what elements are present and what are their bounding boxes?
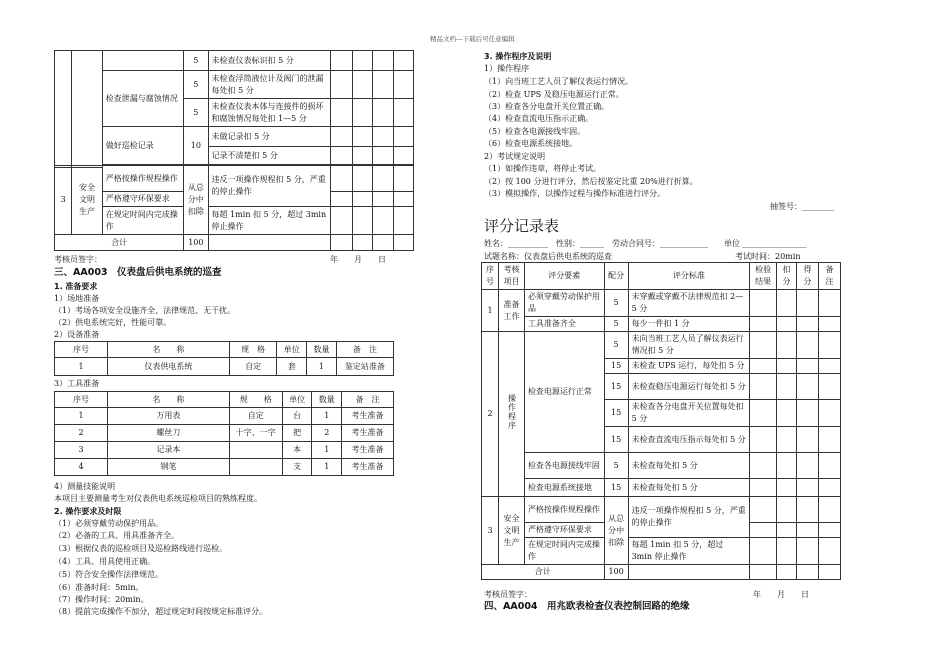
table-cell: 合计: [482, 565, 605, 580]
table-cell: [777, 565, 797, 580]
table-cell: [750, 538, 777, 565]
table-cell: [777, 359, 797, 374]
table-cell: 严格按操作规程操作: [524, 497, 604, 523]
table-cell: [55, 51, 72, 168]
table-cell: [373, 235, 393, 251]
req-item: （1）必须穿戴劳动保护用品。: [54, 519, 164, 528]
right-date: 年 月 日: [753, 590, 809, 599]
table-cell: [777, 453, 797, 479]
req-item: （5）符合安全操作法律规范。: [54, 570, 164, 579]
table-cell: 违反一项操作规程扣 5 分，严重的停止操作: [208, 166, 330, 207]
header-note: 精品文档---下载后可任意编辑: [430, 35, 515, 43]
table-cell: 工具准备齐全: [524, 317, 604, 332]
table-cell: 未检查每处扣 5 分: [628, 453, 750, 479]
table-cell: 未检查直流电压指示每处扣 5 分: [628, 427, 750, 453]
table-cell: [750, 359, 777, 374]
table-cell: 考核项目: [498, 263, 524, 290]
table-cell: [818, 497, 840, 523]
table-cell: 15: [604, 400, 628, 427]
table-cell: 单位: [282, 392, 312, 408]
req-item: （6）准备时间：5min。: [54, 583, 144, 592]
table-cell: 支: [282, 459, 312, 476]
table-cell: [750, 317, 777, 332]
table-cell: [750, 565, 777, 580]
site-1: （1）考场各项安全设施齐全、法律规范、无干扰。: [54, 306, 236, 315]
table-cell: [818, 427, 840, 453]
table-cell: [352, 192, 372, 207]
table-cell: [818, 453, 840, 479]
left-safety-table: [54, 165, 414, 251]
table-cell: [750, 400, 777, 427]
table-cell: [777, 427, 797, 453]
req-heading: 2. 操作要求及时限: [54, 507, 122, 516]
table-cell: [352, 127, 372, 147]
table-cell: 未检查仪表本体与连接件的损坏和腐蚀情况每处扣 1—5 分: [208, 99, 330, 127]
tool-table: [54, 391, 394, 476]
table-cell: 在规定时间内完成操作: [524, 538, 604, 565]
table-cell: 5: [604, 453, 628, 479]
table-cell: [330, 166, 352, 192]
table-cell: [750, 427, 777, 453]
req-item: （3）根据仪表的巡检项目及巡检路线进行巡检。: [54, 544, 228, 553]
equip-heading: 2）设备准备: [54, 330, 100, 339]
table-cell: [208, 235, 330, 251]
left-examiner: 考核员签字：: [54, 255, 102, 264]
table-cell: [352, 99, 372, 127]
table-cell: [393, 71, 413, 99]
table-cell: [229, 459, 282, 476]
table-cell: [352, 166, 372, 192]
table-cell: [797, 453, 819, 479]
table-cell: [750, 290, 777, 317]
table-cell: [818, 523, 840, 538]
table-cell: 检验结果: [750, 263, 777, 290]
table-cell: [750, 497, 777, 523]
exam-item: （1）如操作违章，将停止考试。: [484, 164, 602, 173]
table-cell: [797, 374, 819, 400]
table-cell: 十字、一字: [229, 425, 282, 442]
table-cell: 检查电源系统接地: [524, 479, 604, 497]
table-cell: 仪表供电系统: [107, 358, 229, 376]
table-cell: [818, 538, 840, 565]
item-record: 做好巡检记录: [102, 127, 183, 165]
table-cell: [393, 51, 413, 71]
table-cell: [797, 479, 819, 497]
name-line: 姓名：__________ 性别：______ 劳动合同号：____________ 单位 ________________: [484, 239, 807, 248]
table-cell: 2: [482, 332, 499, 497]
table-cell: 未检查 UPS 运行，每处扣 5 分: [628, 359, 750, 374]
table-cell: 备注: [818, 263, 840, 290]
proc-item: （4）检查直流电压指示正确。: [484, 114, 594, 123]
table-cell: 备 注: [336, 342, 393, 358]
table-cell: 备 注: [342, 392, 394, 408]
table-cell: 考生准备: [342, 442, 394, 459]
table-cell: [818, 565, 840, 580]
table-cell: 严格按操作规程操作: [102, 166, 183, 192]
table-cell: [373, 192, 393, 207]
table-cell: 15: [604, 479, 628, 497]
table-cell: 万用表: [107, 408, 229, 425]
proc-item: （6）检查电源系统接地。: [484, 139, 578, 148]
prep-heading: 1. 准备要求: [54, 282, 98, 291]
table-cell: [818, 400, 840, 427]
table-cell: [818, 332, 840, 359]
table-cell: [330, 51, 352, 71]
table-cell: 准备工作: [498, 290, 524, 332]
table-cell: 把: [282, 425, 312, 442]
table-cell: [797, 497, 819, 523]
table-cell: 规 格: [229, 342, 277, 358]
table-cell: 5: [184, 71, 208, 99]
table-cell: 钢笔: [107, 459, 229, 476]
table-cell: 检查各电源接线牢固: [524, 453, 604, 479]
proc-item: （3）检查各分电盘开关位置正确。: [484, 102, 610, 111]
table-cell: 考生准备: [342, 425, 394, 442]
table-cell: 名 称: [107, 392, 229, 408]
table-cell: [797, 427, 819, 453]
table-cell: 4: [55, 459, 108, 476]
table-cell: 记录本: [107, 442, 229, 459]
table-cell: [330, 99, 352, 127]
proc-sub: 1）操作程序: [484, 64, 530, 73]
table-cell: 自定: [229, 408, 282, 425]
table-cell: 必须穿戴劳动保护用品: [524, 290, 604, 317]
table-cell: 套: [277, 358, 307, 376]
table-cell: [330, 71, 352, 99]
proc-item: （5）检查各电源接线牢固。: [484, 127, 586, 136]
table-cell: 2: [55, 425, 108, 442]
site-heading: 1）场地准备: [54, 294, 100, 303]
table-cell: [102, 51, 183, 71]
table-cell: 操作程序: [498, 332, 524, 497]
table-cell: 未向当班工艺人员了解仪表运行情况扣 5 分: [628, 332, 750, 359]
table-cell: 3: [55, 166, 72, 235]
table-cell: 在规定时间内完成操作: [102, 207, 183, 235]
table-cell: [393, 127, 413, 147]
exam-item: （3）模拟操作，以操作过程与操作标准进行评分。: [484, 189, 666, 198]
table-cell: 从总分中扣除: [604, 497, 628, 565]
table-cell: [330, 192, 352, 207]
table-cell: 检查电源运行正常: [524, 332, 604, 453]
section-title: 三、AA003 仪表盘后供电系统的巡查: [54, 267, 222, 278]
req-item: （8）提前完成操作不加分，超过规定时间按规定标准评分。: [54, 607, 268, 616]
table-cell: [373, 71, 393, 99]
table-cell: [777, 479, 797, 497]
table-cell: 5: [184, 99, 208, 127]
req-item: （2）必备的工具、用具准备齐全。: [54, 531, 180, 540]
skill-heading: 4）测量技能说明: [54, 482, 116, 491]
table-cell: 1: [312, 459, 342, 476]
table-cell: 15: [604, 427, 628, 453]
signer: 抽签号：________: [770, 202, 834, 211]
table-cell: [330, 207, 352, 235]
table-cell: 3: [482, 497, 499, 565]
table-cell: [777, 317, 797, 332]
table-cell: 2: [312, 425, 342, 442]
table-cell: 评分要素: [524, 263, 604, 290]
table-cell: 未检查仪表标识扣 5 分: [208, 51, 330, 71]
table-cell: 严格遵守环保要求: [524, 523, 604, 538]
table-cell: 3: [55, 442, 108, 459]
table-cell: 鉴定站准备: [336, 358, 393, 376]
table-cell: [750, 374, 777, 400]
table-cell: 安全文明生产: [72, 166, 103, 235]
table-cell: [352, 207, 372, 235]
table-cell: 未穿戴或穿戴不法律规范扣 2—5 分: [628, 290, 750, 317]
table-cell: [229, 442, 282, 459]
table-cell: 台: [282, 408, 312, 425]
form-title: 评分记录表: [484, 217, 560, 235]
left-top-table: [54, 50, 414, 168]
req-item: （7）操作时间：20min。: [54, 595, 149, 604]
table-cell: 评分标准: [628, 263, 750, 290]
table-cell: 1: [307, 358, 337, 376]
table-cell: [797, 332, 819, 359]
table-cell: [818, 374, 840, 400]
tool-heading: 3）工具准备: [54, 379, 100, 388]
table-cell: [72, 51, 103, 168]
table-cell: 100: [184, 235, 208, 251]
table-cell: [330, 147, 352, 165]
table-cell: 螺丝刀: [107, 425, 229, 442]
table-cell: 严格遵守环保要求: [102, 192, 183, 207]
table-cell: 15: [604, 374, 628, 400]
table-cell: 5: [604, 332, 628, 359]
table-cell: [373, 147, 393, 165]
table-cell: 扣分: [777, 263, 797, 290]
table-cell: 5: [184, 51, 208, 71]
exam-item: （2）按 100 分进行评分，然后按鉴定比重 20%进行折算。: [484, 177, 698, 186]
score-table: [481, 262, 841, 580]
site-2: （2）供电系统完好，性能可靠。: [54, 318, 172, 327]
table-cell: [352, 147, 372, 165]
table-cell: 每超 1min 扣 5 分，超过 3min 停止操作: [208, 207, 330, 235]
table-cell: [797, 538, 819, 565]
left-date: 年 月 日: [330, 255, 386, 264]
table-cell: 序号: [55, 392, 108, 408]
table-cell: [797, 400, 819, 427]
table-cell: [818, 359, 840, 374]
table-cell: 违反一项操作规程扣 5 分，严重的停止操作: [628, 497, 750, 538]
table-cell: 未检查各分电盘开关位置每处扣 5 分: [628, 400, 750, 427]
table-cell: 考生准备: [342, 408, 394, 425]
table-cell: 1: [55, 358, 108, 376]
table-cell: [777, 332, 797, 359]
table-cell: [393, 99, 413, 127]
table-cell: [777, 290, 797, 317]
table-cell: [777, 497, 797, 523]
table-cell: 5: [604, 290, 628, 317]
table-cell: 15: [604, 359, 628, 374]
table-cell: 未检查每处扣 5 分: [628, 479, 750, 497]
table-cell: [330, 127, 352, 147]
next-section-title: 四、AA004 用兆欧表检查仪表控制回路的绝缘: [484, 601, 690, 612]
table-cell: [797, 523, 819, 538]
table-cell: [777, 538, 797, 565]
table-cell: 规 格: [229, 392, 282, 408]
table-cell: [373, 127, 393, 147]
table-cell: 序号: [482, 263, 499, 290]
table-cell: [777, 523, 797, 538]
table-cell: [628, 565, 750, 580]
table-cell: 自定: [229, 358, 277, 376]
table-cell: 1: [55, 408, 108, 425]
proc-heading: 3. 操作程序及说明: [484, 52, 552, 61]
table-cell: 未检查浮筒液位计及阀门的泄漏每处扣 5 分: [208, 71, 330, 99]
table-cell: [393, 147, 413, 165]
table-cell: 未做记录扣 5 分: [208, 127, 330, 147]
equip-table: [54, 341, 394, 376]
skill-text: 本项目主要测量考生对仪表供电系统巡检项目的熟练程度。: [54, 494, 262, 503]
table-cell: [393, 235, 413, 251]
table-cell: [797, 317, 819, 332]
table-cell: 合计: [55, 235, 184, 251]
table-cell: [373, 51, 393, 71]
table-cell: 数量: [312, 392, 342, 408]
table-cell: [393, 207, 413, 235]
table-cell: [330, 235, 352, 251]
table-cell: [393, 166, 413, 192]
table-cell: 未检查稳压电源运行每处扣 5 分: [628, 374, 750, 400]
table-cell: 每少一件扣 1 分: [628, 317, 750, 332]
table-cell: [777, 400, 797, 427]
table-cell: 本: [282, 442, 312, 459]
table-cell: 每超 1min 扣 5 分，超过 3min 停止操作: [628, 538, 750, 565]
table-cell: 1: [482, 290, 499, 332]
table-cell: 10: [184, 127, 208, 165]
table-cell: [777, 374, 797, 400]
table-cell: 从总分中扣除: [184, 166, 208, 235]
table-cell: 数量: [307, 342, 337, 358]
table-cell: [750, 453, 777, 479]
proc-item: （1）向当班工艺人员了解仪表运行情况。: [484, 77, 634, 86]
table-cell: 得分: [797, 263, 819, 290]
item-leak: 检查泄漏与腐蚀情况: [102, 71, 183, 127]
table-cell: [750, 479, 777, 497]
table-cell: [818, 290, 840, 317]
req-item: （4）工具、用具使用正确。: [54, 557, 156, 566]
table-cell: 配分: [604, 263, 628, 290]
table-cell: 记录不清楚扣 5 分: [208, 147, 330, 165]
right-examiner: 考核员签字：: [484, 590, 532, 599]
exam-time: 考试时间：20min: [735, 252, 801, 261]
table-cell: [818, 479, 840, 497]
table-cell: 5: [604, 317, 628, 332]
table-cell: [352, 51, 372, 71]
table-cell: 考生准备: [342, 459, 394, 476]
table-cell: [352, 71, 372, 99]
table-cell: 100: [604, 565, 628, 580]
table-cell: 安全文明生产: [498, 497, 524, 565]
table-cell: [352, 235, 372, 251]
table-cell: [818, 317, 840, 332]
proc-item: （2）检查 UPS 及稳压电源运行正常。: [484, 90, 624, 99]
exam-sub: 2）考试规定说明: [484, 152, 546, 161]
table-cell: [750, 332, 777, 359]
table-cell: [797, 290, 819, 317]
table-cell: [373, 166, 393, 192]
table-cell: [373, 207, 393, 235]
table-cell: [797, 565, 819, 580]
table-cell: 1: [312, 408, 342, 425]
subject: 试题名称：仪表盘后供电系统的巡查: [484, 252, 612, 261]
table-cell: 序号: [55, 342, 108, 358]
table-cell: 名 称: [107, 342, 229, 358]
table-cell: [750, 523, 777, 538]
table-cell: [797, 359, 819, 374]
table-cell: [373, 99, 393, 127]
table-cell: [393, 192, 413, 207]
table-cell: 1: [312, 442, 342, 459]
table-cell: 单位: [277, 342, 307, 358]
